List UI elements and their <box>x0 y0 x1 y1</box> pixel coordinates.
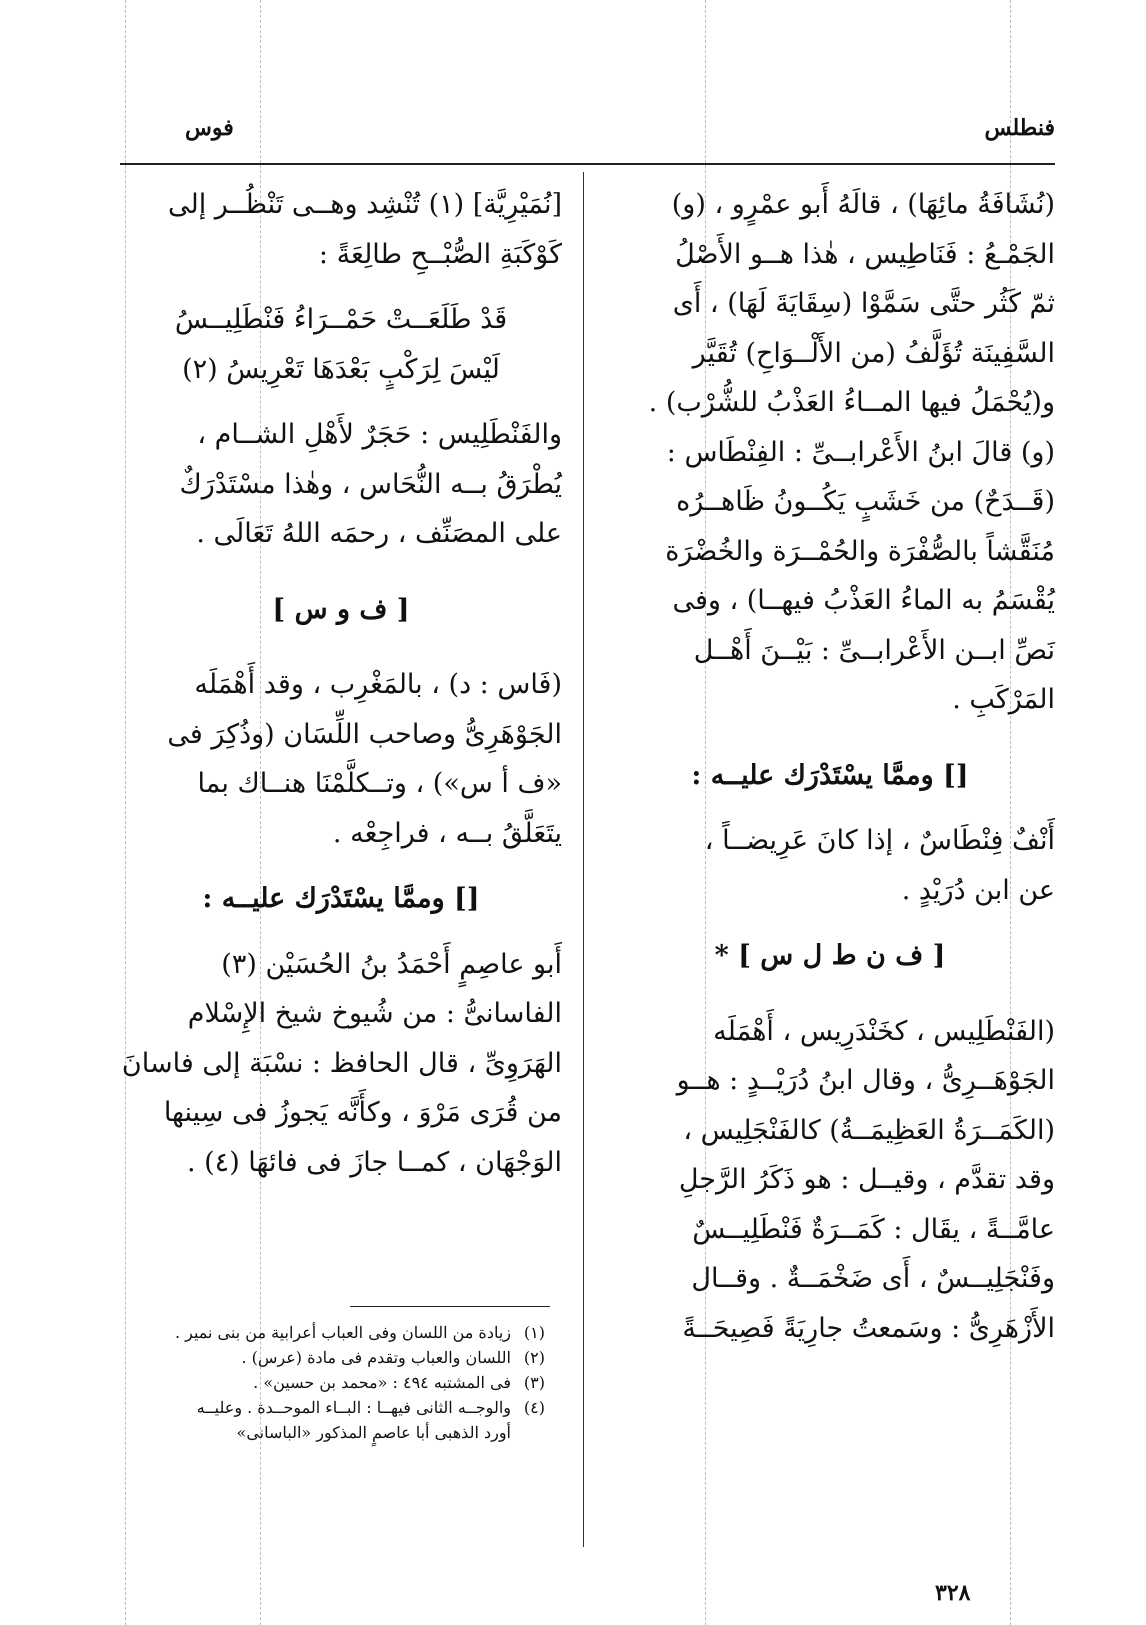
text-line: والفَنْطَلِيس : حَجَرٌ لأَهْلِ الشــام ، <box>197 419 562 450</box>
mustadrak-heading: [] وممَّا يسْتَدْرَك عليــه : <box>202 883 480 914</box>
text-line: الجَوْهَرِىُّ وصاحب اللِّسَان (وذُكِرَ فى <box>167 718 562 750</box>
left-running-head: فوس <box>185 115 234 141</box>
section-heading: [ ف و س ] <box>272 593 410 625</box>
footnote-number: (١) <box>523 1323 545 1342</box>
verse-line: لَيْسَ لِرَكْبٍ بَعْدَهَا تَعْرِيسُ (٢) <box>182 353 500 385</box>
footnote-text: فى المشتبه ٤٩٤ : «محمد بن حسين» . <box>253 1373 511 1392</box>
mustadrak-heading: [] وممَّا يسْتَدْرَك عليــه : <box>691 759 969 791</box>
footnote <box>120 1370 545 1395</box>
right-column <box>605 180 1055 1353</box>
text-line: الهَرَوِىِّ ، قال الحافظ : نسْبَة إلى فاسانَ <box>121 1047 562 1079</box>
footnote <box>120 1320 545 1345</box>
text-line: (قَــدَحٌ) من خَشَبٍ يَكُــونُ ظَاهــرُه <box>676 486 1055 517</box>
text-line: عن ابن دُرَيْدٍ . <box>901 874 1055 906</box>
text-line: (الكَمَــرَةُ العَظِيمَــةُ) كالفَنْجَلِيس ، <box>683 1114 1055 1146</box>
footnote-text: والوجــه الثانى فيهــا : البــاء الموحــدة . وعليــه <box>196 1398 511 1417</box>
text-line: وفَنْجَلِيــسٌ ، أَى ضَخْمَــةٌ . وقــال <box>691 1263 1055 1294</box>
text-line: [نُمَيْرِيَّة] (١) تُنْشِد وهــى تَنْظُــر إلى <box>167 189 562 220</box>
text-line: مُنَقَّشاً بالصُّفْرَة والحُمْــرَة والخُضْرَة <box>665 535 1055 567</box>
left-column <box>120 180 562 1187</box>
footnote-number: (٢) <box>523 1348 545 1367</box>
text-line: الجَمْـعُ : فَنَاطِيس ، هٰذا هــو الأَصْلُ <box>675 238 1055 270</box>
text-line: نَصِّ ابــن الأَعْرابــىِّ : بَيْــنَ أَهْــل <box>693 634 1055 666</box>
header-rule <box>120 163 1055 165</box>
text-line: عامَّــةً ، يقَال : كَمَــرَةٌ فَنْطَلِيــسٌ <box>692 1213 1055 1245</box>
text-line: الوَجْهَان ، كمــا جازَ فى فائهَا (٤) . <box>186 1146 562 1178</box>
text-line: «ف أ س») ، وتــكلَّمْنَا هنــاك بما <box>197 768 562 799</box>
section-heading: [ ف ن ط ل س ] * <box>714 940 946 971</box>
footnote-number: (٣) <box>523 1373 545 1392</box>
footnote-text: أورد الذهبى أبا عاصمٍ المذكور «الباسانى» <box>236 1423 511 1442</box>
poem-verse <box>120 295 562 394</box>
footnote <box>120 1395 545 1420</box>
footnote-text: اللسان والعباب وتقدم فى مادة (عرس) . <box>241 1348 511 1367</box>
column-divider <box>583 172 584 1547</box>
text-line: (الفَنْطَلِيس ، كخَنْدَرِيس ، أَهْمَلَه <box>713 1015 1055 1047</box>
text-line: أَنْفٌ فِنْطَاسٌ ، إذا كانَ عَرِيضــاً ، <box>704 825 1055 856</box>
text-line: كَوْكَبَةِ الصُّبْــحِ طالِعَةً : <box>318 238 562 270</box>
text-line: المَرْكَبِ . <box>952 684 1055 715</box>
text-line: و(يُحْمَلُ فيها المــاءُ العَذْبُ للشُّرْب) . <box>648 387 1055 418</box>
text-line: الأَزْهَرِىُّ : وسَمعتُ جارِيَةً فَصِيحَــةً <box>682 1312 1055 1344</box>
text-line: (فَاس : د) ، بالمَغْرِب ، وقد أَهْمَلَه <box>194 669 562 700</box>
verse-line: قَدْ طَلَعَــتْ حَمْــرَاءُ فَنْطَلِيــسُ <box>174 304 508 335</box>
text-line: ثمّ كَثُر حتَّى سَمَّوْا (سِقَايَةَ لَهَا) ، أَى <box>672 288 1055 319</box>
footnote-rule <box>350 1306 550 1307</box>
footnote-text: زيادة من اللسان وفى العباب أعرابية من بنى نمير . <box>174 1323 511 1342</box>
text-line: وقد تقدَّم ، وقيــل : هو ذَكَرُ الرَّجلِ <box>678 1164 1055 1195</box>
footnotes <box>120 1320 545 1445</box>
footnote <box>120 1420 545 1445</box>
text-line: يتَعَلَّقُ بــه ، فراجِعْه . <box>332 817 562 849</box>
text-line: الفاسانىُّ : من شُيوخ شيخ الإِسْلام <box>187 998 562 1029</box>
text-line: على المصَنِّف ، رحمَه اللهُ تَعَالَى . <box>196 518 562 549</box>
page-number: ٣٢٨ <box>935 1580 971 1606</box>
text-line: من قُرَى مَرْوَ ، وكأَنَّه يَجوزُ فى سِينها <box>163 1097 562 1128</box>
text-line: (نُشَافَةُ مائِهَا) ، قالَهُ أَبو عمْرٍو ، (و) <box>671 189 1055 220</box>
footnote <box>120 1345 545 1370</box>
text-line: الجَوْهَــرِىُّ ، وقال ابنُ دُرَيْــدٍ : هــو <box>676 1065 1055 1096</box>
text-line: يُقْسَمُ به الماءُ العَذْبُ فيهــا) ، وفى <box>672 585 1055 616</box>
page-header <box>120 115 1055 155</box>
text-line: السَّفِينَة تُؤَلَّفُ (من الأَلْــوَاحِ) تُقَيَّر <box>692 337 1055 369</box>
text-line: يُطْرَقُ بــه النُّحَاس ، وهٰذا مسْتَدْرَكٌ <box>179 468 562 500</box>
right-running-head: فنطلس <box>984 115 1055 141</box>
footnote-number: (٤) <box>523 1398 545 1417</box>
text-line: (و) قالَ ابنُ الأَعْرابــىِّ : الفِنْطَاس : <box>666 436 1055 468</box>
text-line: أَبو عاصِمٍ أَحْمَدُ بنُ الحُسَيْن (٣) <box>221 948 562 980</box>
